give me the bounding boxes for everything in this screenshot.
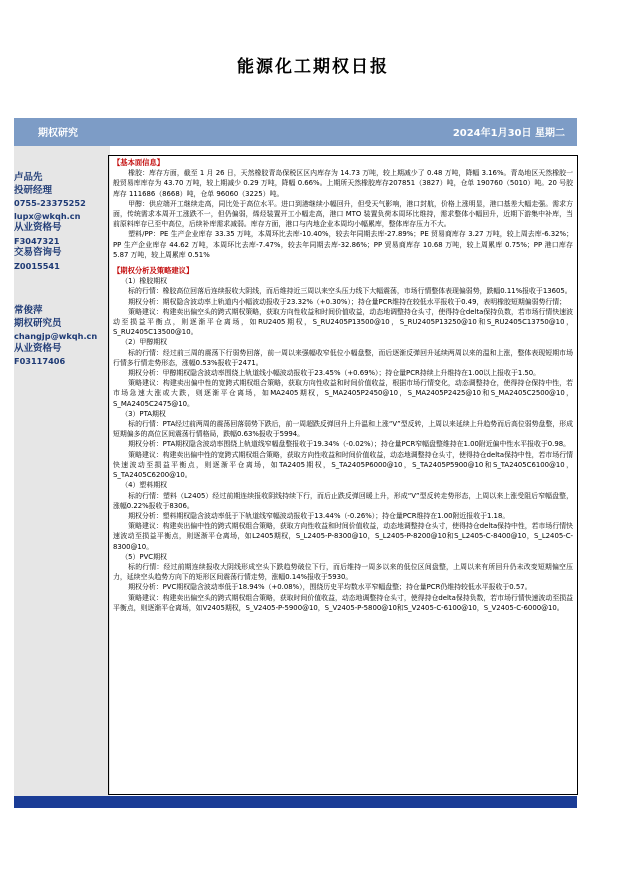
item-paragraph: 策略建议：构建卖出偏中性的跨式期权组合策略，获取方向性收益和时间价值收益，动态地调整持仓头寸，使得持仓delta保持中性，若市场行情快速波动至损益平衡点，则逐渐平仓离场，如L2405期权，S_L2405-P-8300@10，S_L2405-P-8200@10和S_L2405-C-8400@10，S_L2405-C-8300@10。 (113, 522, 573, 551)
analyst-phone: 0755-23375252 (14, 198, 86, 208)
item-heading: （4）塑料期权 (121, 481, 167, 490)
item-heading: （1）橡胶期权 (121, 277, 167, 286)
analyst-email[interactable]: changjp@wkqh.cn (14, 331, 98, 341)
item-heading: （2）甲醇期权 (121, 338, 167, 347)
item-paragraph: 期权分析：塑料期权隐含波动率低于下轨道线窄幅波动报收于13.44%（-0.26%）；持仓量PCR维持在1.00附近报收于1.18。 (128, 511, 510, 520)
item-paragraph: 标的行情：PTA经过前两周的震荡回落弱势下跌后，前一周超跌反弹回升上升温和上涨“V”型反转，上周以来延续上升趋势而后高位弱势盘整，形成短期偏多的高位区间震荡行情格局，跌幅0.63%报收于5994。 (113, 420, 573, 439)
item-paragraph: 期权分析：期权隐含波动率上轨道内小幅波动报收于23.32%（+0.30%）；持仓量PCR维持在较低水平报收于0.49，表明橡胶短期偏弱势行情； (128, 297, 567, 306)
analyst-role: 期权研究员 (14, 317, 62, 329)
item-paragraph: 标的行情：经过前期连续报收大阴线形成空头下跌趋势破位下行，而后维持一周多以来的低位区间盘整，上周以来有所回升仍未改变短期偏空压力，延续空头趋势方向下的矩形区间震荡行情走势，涨幅0.14%报收于5930。 (113, 562, 573, 582)
analyst-cert: F03117406 (14, 356, 66, 366)
analyst-cert-label: 从业资格号 (14, 342, 62, 354)
footer-bar (14, 796, 577, 808)
fundamentals-methanol: 甲醇：供应端开工继续走高，同比处于高位水平。进口到港继续小幅回升，但受天气影响，港口封航，价格上涨明显，港口基差大幅走强。需求方面，传统需求本周开工涨跌不一，但仍偏弱，烯烃装置开工小幅走高，港口 MTO 装置负荷本周环比维持，需求整体小幅回升，近期下游集中补库，当前原料库存已至中高位，后续补库需求减弱。库存方面，港口与内地企业本周均小幅累库，整体库存压力不大。 (113, 199, 573, 229)
analyst-email[interactable]: lupx@wkqh.cn (14, 210, 81, 221)
item-paragraph: 期权分析：PTA期权隐含波动率围绕上轨道线窄幅盘整报收于19.34%（-0.02%）；持仓量PCR窄幅盘整维持在1.00附近偏中性水平报收于0.98。 (128, 440, 570, 449)
item-paragraph: 期权分析：甲醇期权隐含波动率围绕上轨道线小幅波动报收于23.45%（+0.69%）；持仓量PCR持续上升维持在1.00以上报收于1.50。 (128, 369, 541, 378)
item-paragraph: 期权分析：PVC期权隐含波动率低于18.94%（+0.08%），围绕历史平均数水平窄幅盘整；持仓量PCR仍维持较低水平报收于0.57。 (128, 583, 532, 592)
report-body (108, 155, 578, 795)
item-paragraph: 策略建议：构建卖出偏空头的跨式期权策略，获取方向性收益和时间价值收益，动态地调整持仓头寸，使得持仓delta保持负数，若市场行情快速波动至损益平衡点，则逐渐平仓离场，如RU2405期权，S_RU2405P13500@10，S_RU2405P13250@10和S_RU2405C13750@10，S_RU2405C13500@10。 (113, 307, 573, 337)
fundamentals-heading: 【基本面信息】 (113, 158, 165, 167)
report-title: 能源化工期权日报 (237, 57, 389, 77)
item-heading: （5）PVC期权 (121, 552, 167, 561)
item-paragraph: 策略建议：构建卖出偏中性的宽跨式期权组合策略，获取方向性收益和时间价值收益，根据市场行情变化，动态调整持仓，使得持仓保持中性，若市场急速大涨或大跌，则逐渐平仓离场，如MA2405期权，S_MA2405P2450@10，S_MA2405P2425@10和S_MA2405C2500@10，S_MA2405C2475@10。 (113, 379, 573, 408)
analyst-card-1 (14, 172, 104, 272)
strategy-heading: 【期权分析及策略建议】 (113, 266, 194, 276)
analyst-cert: F3047321 (14, 235, 60, 246)
analyst-card-2 (14, 305, 104, 368)
item-paragraph: 标的行情：橡胶高位回落后连续报收大阴线，而后维持近三周以来空头压力线下大幅震荡，市场行情整体表现偏弱势，跌幅0.11%报收于13605。 (128, 287, 572, 296)
item-paragraph: 策略建议：构建卖出偏中性的宽跨式期权组合策略，获取方向性收益和时间价值收益，动态地调整持仓头寸，使得持仓delta保持中性，若市场行情快速波动至损益平衡点，则逐渐平仓离场，如TA2405期权，S_TA2405P6000@10，S_TA2405P5900@10和S_TA2405C6100@10，S_TA2405C6200@10。 (113, 450, 573, 480)
item-heading: （3）PTA期权 (121, 409, 166, 418)
analyst-name: 常俊萍 (14, 305, 43, 316)
fundamentals-rubber: 橡胶：库存方面，截至 1 月 26 日，天然橡胶青岛保税区区内库存为 14.73 万吨，较上期减少了 0.48 万吨，降幅 3.16%。青岛地区天然橡胶一般贸易库库存为 43.70 万吨，较上期减少 0.29 万吨，降幅 0.66%。上期所天然橡胶库存207851（3827）吨，仓单 190760（5010）吨。20 号胶库存 111686（8668）吨，仓单 96060（3225）吨。 (113, 169, 573, 198)
analyst-cert-2: Z0015541 (14, 260, 60, 271)
analyst-cert-label: 从业资格号 (14, 222, 62, 233)
item-paragraph: 标的行情：塑料（L2405）经过前期连续报收阴线持续下行，而后止跌反弹回暖上升，形成“V”型反转走势形态，上周以来上涨受阻后窄幅盘整，涨幅0.22%报收于8306。 (113, 491, 573, 510)
fundamentals-plastic-pp: 塑料/PP：PE 生产企业库存 33.35 万吨，本周环比去库-10.40%，较去年同期去库-27.89%；PE 贸易商库存 3.27 万吨，较上周去库-6.32%；PP 生产企业库存 44.62 万吨，本周环比去库-7.47%，较去年同期去库-32.86%；PP 贸易商库存 10.68 万吨，较上周累库 0.75%；PP 港口库存5.87 万吨，较上周累库 0.51% (113, 230, 573, 259)
item-paragraph: 策略建议：构建卖出偏空头的跨式期权组合策略，获取时间价值收益，动态地调整持仓头寸，使得持仓delta保持负数，若市场行情快速波动至损益平衡点，则逐渐平仓离场，如V2405期权，S_V2405-P-5900@10，S_V2405-P-5800@10和S_V2405-C-6100@10，S_V2405-C-6000@10。 (113, 593, 573, 612)
section-banner (14, 118, 577, 146)
analyst-cert-label-2: 交易咨询号 (14, 247, 62, 258)
item-paragraph: 标的行情：经过前三周的震荡下行弱势回落，前一周以来强幅收窄低位小幅盘整，而后逐渐反弹回升延续两周以来的温和上涨，整体表现短期市场行情多行情走势形态，涨幅0.53%报收于2471。 (113, 348, 573, 367)
analyst-role: 投研经理 (14, 184, 53, 196)
analyst-name: 卢品先 (14, 172, 43, 183)
section-label: 期权研究 (38, 128, 78, 139)
report-date: 2024年1月30日 星期二 (452, 128, 565, 139)
